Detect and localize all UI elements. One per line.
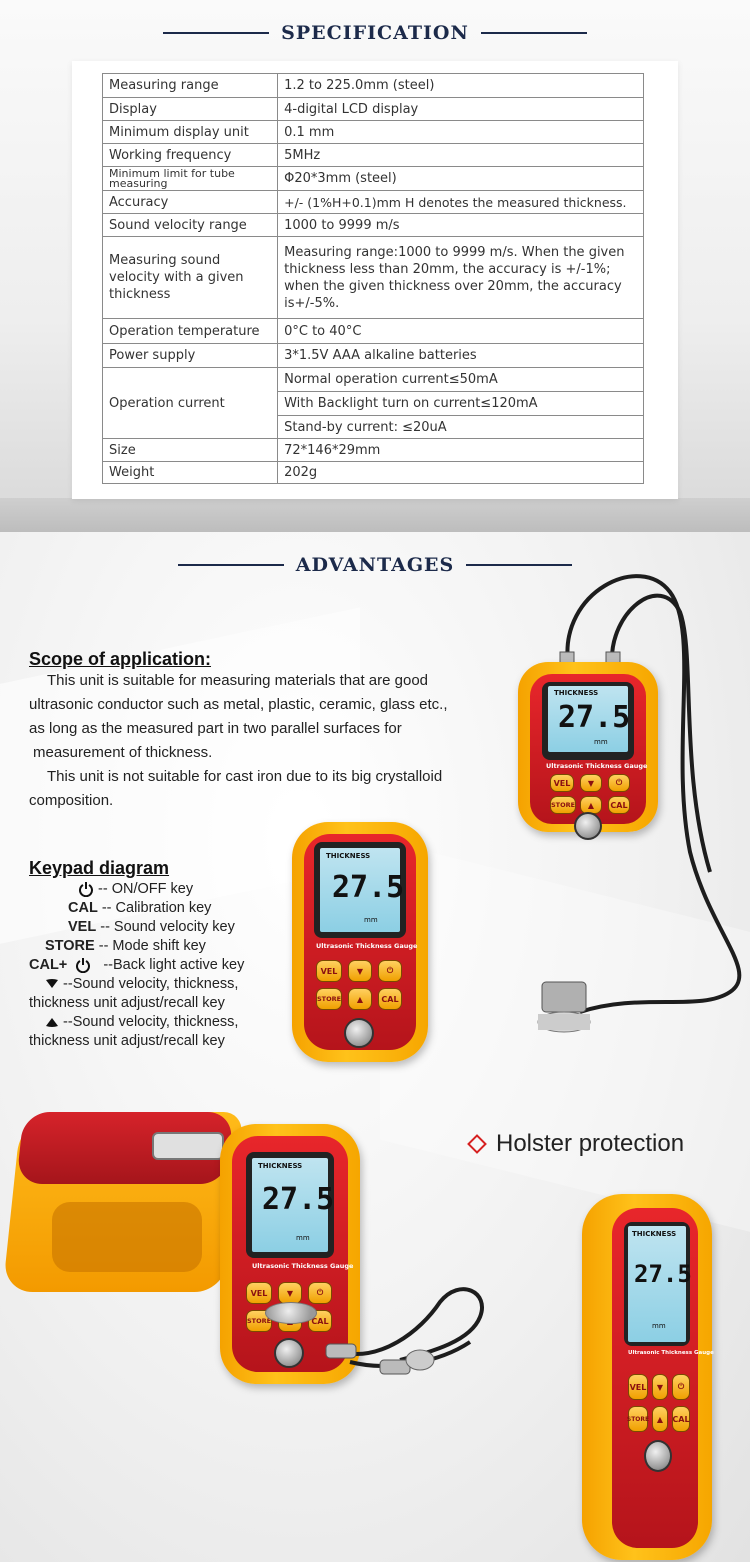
table-row	[103, 439, 644, 462]
probe-socket	[644, 1440, 672, 1472]
power-key: ⏻	[608, 774, 630, 792]
lcd-unit: mm	[364, 916, 378, 924]
table-row	[103, 98, 644, 121]
test-block	[265, 1302, 317, 1324]
power-key: ⏻	[308, 1282, 332, 1304]
table-row	[103, 237, 644, 319]
spec-value: 1000 to 9999 m/s	[278, 214, 644, 237]
spec-key: Measuring sound velocity with a given thickness	[103, 237, 278, 319]
spec-key: Operation temperature	[103, 319, 278, 344]
up-key: ▲	[580, 796, 602, 814]
keypad-key: CAL+	[29, 957, 68, 973]
spec-key: Weight	[103, 462, 278, 484]
table-row	[103, 191, 644, 214]
vel-key: VEL	[628, 1374, 648, 1400]
table-row	[103, 167, 644, 191]
keypad-cal-row	[68, 900, 211, 916]
keypad-up-row	[45, 1014, 238, 1030]
probe-cable	[320, 1282, 500, 1382]
keypad-vel-row	[68, 919, 235, 935]
power-icon	[78, 881, 94, 897]
up-key: ▲	[348, 988, 372, 1010]
down-key: ▼	[652, 1374, 668, 1400]
heading-rule-left	[178, 564, 284, 566]
up-key: ▲	[652, 1406, 668, 1432]
cal-key: CAL	[378, 988, 402, 1010]
spec-value: 3*1.5V AAA alkaline batteries	[278, 344, 644, 368]
device-label: Ultrasonic Thickness Gauge	[628, 1350, 714, 1356]
spec-key: Display	[103, 98, 278, 121]
spec-key: Working frequency	[103, 144, 278, 167]
spec-value: +/- (1%H+0.1)mm H denotes the measured thickness.	[278, 191, 644, 214]
keypad-key: VEL	[68, 919, 97, 935]
spec-key: Size	[103, 439, 278, 462]
lcd-unit: mm	[296, 1234, 310, 1242]
lcd-screen	[548, 686, 631, 752]
cal-key: CAL	[308, 1310, 332, 1332]
keypad-desc: -- Calibration key	[101, 900, 212, 916]
store-key: STORE	[246, 1310, 272, 1332]
holster-label	[470, 1130, 684, 1158]
scope-line: composition.	[29, 792, 114, 809]
heading-rule-left	[163, 32, 269, 34]
table-row	[103, 144, 644, 167]
spec-value: 5MHz	[278, 144, 644, 167]
spec-value: 202g	[278, 462, 644, 484]
scope-line: This unit is suitable for measuring materials that are good	[47, 672, 429, 689]
lcd-tag: THICKNESS	[632, 1230, 677, 1238]
spec-key: Sound velocity range	[103, 214, 278, 237]
backdrop-floor	[0, 498, 750, 532]
gauge-device	[292, 822, 428, 1062]
keypad-store-row	[45, 938, 206, 954]
lcd-screen	[628, 1226, 692, 1342]
spec-key: Minimum limit for tube measuring	[103, 167, 278, 191]
spec-value: With Backlight turn on current≤120mA	[278, 392, 644, 416]
spec-value: 72*146*29mm	[278, 439, 644, 462]
keypad-backlight-row	[29, 957, 244, 973]
cal-key: CAL	[672, 1406, 690, 1432]
device-label: Ultrasonic Thickness Gauge	[316, 942, 418, 950]
power-icon	[75, 957, 91, 973]
down-key: ▼	[278, 1282, 302, 1304]
probe-socket	[274, 1338, 304, 1368]
keypad-desc: -- Sound velocity key	[100, 919, 235, 935]
spec-value: 0°C to 40°C	[278, 319, 644, 344]
down-key: ▼	[348, 960, 372, 982]
spec-title: SPECIFICATION	[281, 22, 469, 44]
scope-line: This unit is not suitable for cast iron due to its big crystalloid	[47, 768, 443, 785]
spec-table	[102, 73, 644, 484]
store-key: STORE	[316, 988, 342, 1010]
store-key: STORE	[550, 796, 576, 814]
keypad-desc-continued: thickness unit adjust/recall key	[29, 1033, 225, 1049]
table-row	[103, 214, 644, 237]
table-row	[103, 121, 644, 144]
device-label: Ultrasonic Thickness Gauge	[252, 1262, 354, 1270]
lcd-tag: THICKNESS	[326, 852, 371, 860]
spec-value: Φ20*3mm (steel)	[278, 167, 644, 191]
vel-key: VEL	[550, 774, 574, 792]
probe-socket	[574, 812, 602, 840]
keypad-desc: --Sound velocity, thickness,	[63, 976, 239, 992]
spec-key: Minimum display unit	[103, 121, 278, 144]
lcd-unit: mm	[594, 738, 608, 746]
lcd-reading: 27.5	[332, 870, 405, 905]
table-row	[103, 368, 644, 392]
power-key: ⏻	[378, 960, 402, 982]
keypad-key: CAL	[68, 900, 98, 916]
spec-value: Normal operation current≤50mA	[278, 368, 644, 392]
advantages-title: ADVANTAGES	[295, 554, 455, 576]
scope-line: measurement of thickness.	[33, 744, 213, 761]
spec-value: 1.2 to 225.0mm (steel)	[278, 74, 644, 98]
holster-window	[52, 1202, 202, 1272]
scope-line: as long as the measured part in two parallel surfaces for	[29, 720, 402, 737]
specification-section	[0, 0, 750, 532]
spec-heading	[0, 18, 750, 48]
scope-title: Scope of application:	[29, 649, 212, 669]
keypad-key: STORE	[45, 938, 95, 954]
gauge-device	[518, 662, 658, 832]
keypad-power-row	[78, 881, 193, 897]
scope-line: ultrasonic conductor such as metal, plastic, ceramic, glass etc.,	[29, 696, 448, 713]
keypad-title: Keypad diagram	[29, 858, 170, 878]
probe-port	[152, 1132, 224, 1160]
spec-value: Measuring range:1000 to 9999 m/s. When the given thickness less than 20mm, the accuracy is +/-1%; when the given thickness over 20mm, the accuracy is+/-5%.	[278, 237, 644, 319]
spec-key: Power supply	[103, 344, 278, 368]
holster-case	[12, 1082, 234, 1292]
power-key: ⏻	[672, 1374, 690, 1400]
lcd-screen	[320, 848, 405, 932]
table-row	[103, 319, 644, 344]
down-key: ▼	[580, 774, 602, 792]
table-row	[103, 74, 644, 98]
lcd-screen	[252, 1158, 335, 1252]
store-key: STORE	[628, 1406, 648, 1432]
cal-key: CAL	[608, 796, 630, 814]
holster-text: Holster protection	[496, 1130, 685, 1157]
spec-value: Stand-by current: ≤20uA	[278, 416, 644, 439]
diamond-bullet-icon	[467, 1134, 487, 1154]
spec-value: 0.1 mm	[278, 121, 644, 144]
keypad-desc: --Sound velocity, thickness,	[63, 1014, 239, 1030]
lcd-reading: 27.5	[634, 1260, 692, 1288]
down-arrow-icon	[45, 979, 59, 989]
spec-key: Operation current	[103, 368, 278, 439]
keypad-desc: -- Mode shift key	[98, 938, 206, 954]
heading-rule-right	[481, 32, 587, 34]
keypad-down-row	[45, 976, 238, 992]
table-row	[103, 462, 644, 484]
vel-key: VEL	[246, 1282, 272, 1304]
lcd-reading: 27.5	[558, 700, 631, 735]
lcd-unit: mm	[652, 1322, 666, 1330]
table-row	[103, 344, 644, 368]
spec-key: Accuracy	[103, 191, 278, 214]
vel-key: VEL	[316, 960, 342, 982]
lcd-tag: THICKNESS	[554, 689, 599, 697]
spec-key: Measuring range	[103, 74, 278, 98]
gauge-in-holster	[582, 1194, 712, 1560]
up-arrow-icon	[45, 1017, 59, 1027]
keypad-desc: -- ON/OFF key	[98, 881, 194, 897]
advantages-section	[0, 532, 750, 1562]
spec-value: 4-digital LCD display	[278, 98, 644, 121]
keypad-desc: --Back light active key	[103, 957, 245, 973]
lcd-tag: THICKNESS	[258, 1162, 303, 1170]
probe-socket	[344, 1018, 374, 1048]
device-label: Ultrasonic Thickness Gauge	[546, 762, 648, 770]
keypad-desc-continued: thickness unit adjust/recall key	[29, 995, 225, 1011]
lcd-reading: 27.5	[262, 1182, 335, 1217]
